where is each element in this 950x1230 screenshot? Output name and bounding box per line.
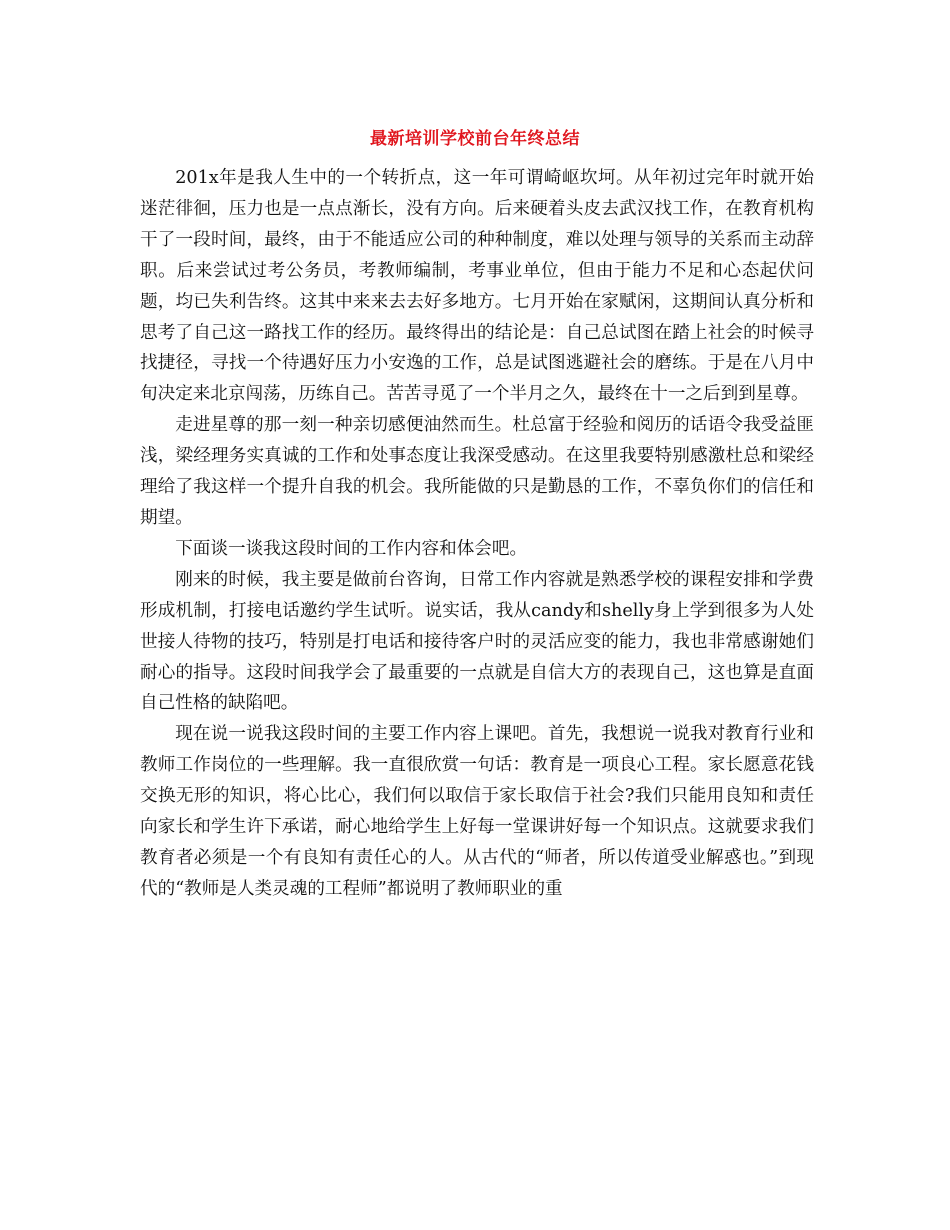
- paragraph: 走进星尊的那一刻一种亲切感便油然而生。杜总富于经验和阅历的话语令我受益匪浅，梁经理务实真诚的工作和处事态度让我深受感动。在这里我要特别感激杜总和梁经理给了我这样一个提升自我的机会。我所能做的只是勤恳的工作，不辜负你们的信任和期望。: [140, 415, 814, 528]
- paragraph: 下面谈一谈我这段时间的工作内容和体会吧。: [175, 538, 528, 559]
- paragraph: 刚来的时候，我主要是做前台咨询，日常工作内容就是熟悉学校的课程安排和学费形成机制，打接电话邀约学生试听。说实话，我从candy和shelly身上学到很多为人处世接人待物的技巧，特别是打电话和接待客户时的灵活应变的能力，我也非常感谢她们耐心的指导。这段时间我学会了最重要的一点就是自信大方的表现自己，这也算是直面自己性格的缺陷吧。: [140, 569, 814, 714]
- paragraph: 现在说一说我这段时间的主要工作内容上课吧。首先，我想说一说我对教育行业和教师工作岗位的一些理解。我一直很欣赏一句话：教育是一项良心工程。家长愿意花钱交换无形的知识，将心比心，我们何以取信于家长取信于社会?我们只能用良知和责任向家长和学生许下承诺，耐心地给学生上好每一堂课讲好每一个知识点。这就要求我们教育者必须是一个有良知有责任心的人。从古代的“师者，所以传道受业解惑也。”到现代的“教师是人类灵魂的工程师”都说明了教师职业的重: [140, 724, 814, 899]
- paragraph: 201x年是我人生中的一个转折点，这一年可谓崎岖坎坷。从年初过完年时就开始迷茫徘徊，压力也是一点点渐长，没有方向。后来硬着头皮去武汉找工作，在教育机构干了一段时间，最终，由于不能适应公司的种种制度，难以处理与领导的关系而主动辞职。后来尝试过考公务员，考教师编制，考事业单位，但由于能力不足和心态起伏问题，均已失利告终。这其中来来去去好多地方。七月开始在家赋闲，这期间认真分析和思考了自己这一路找工作的经历。最终得出的结论是：自己总试图在踏上社会的时候寻找捷径，寻找一个待遇好压力小安逸的工作，总是试图逃避社会的磨练。于是在八月中旬决定来北京闯荡，历练自己。苦苦寻觅了一个半月之久，最终在十一之后到到星尊。: [140, 168, 814, 405]
- document-body: [140, 163, 814, 905]
- document-title: 最新培训学校前台年终总结: [370, 129, 580, 149]
